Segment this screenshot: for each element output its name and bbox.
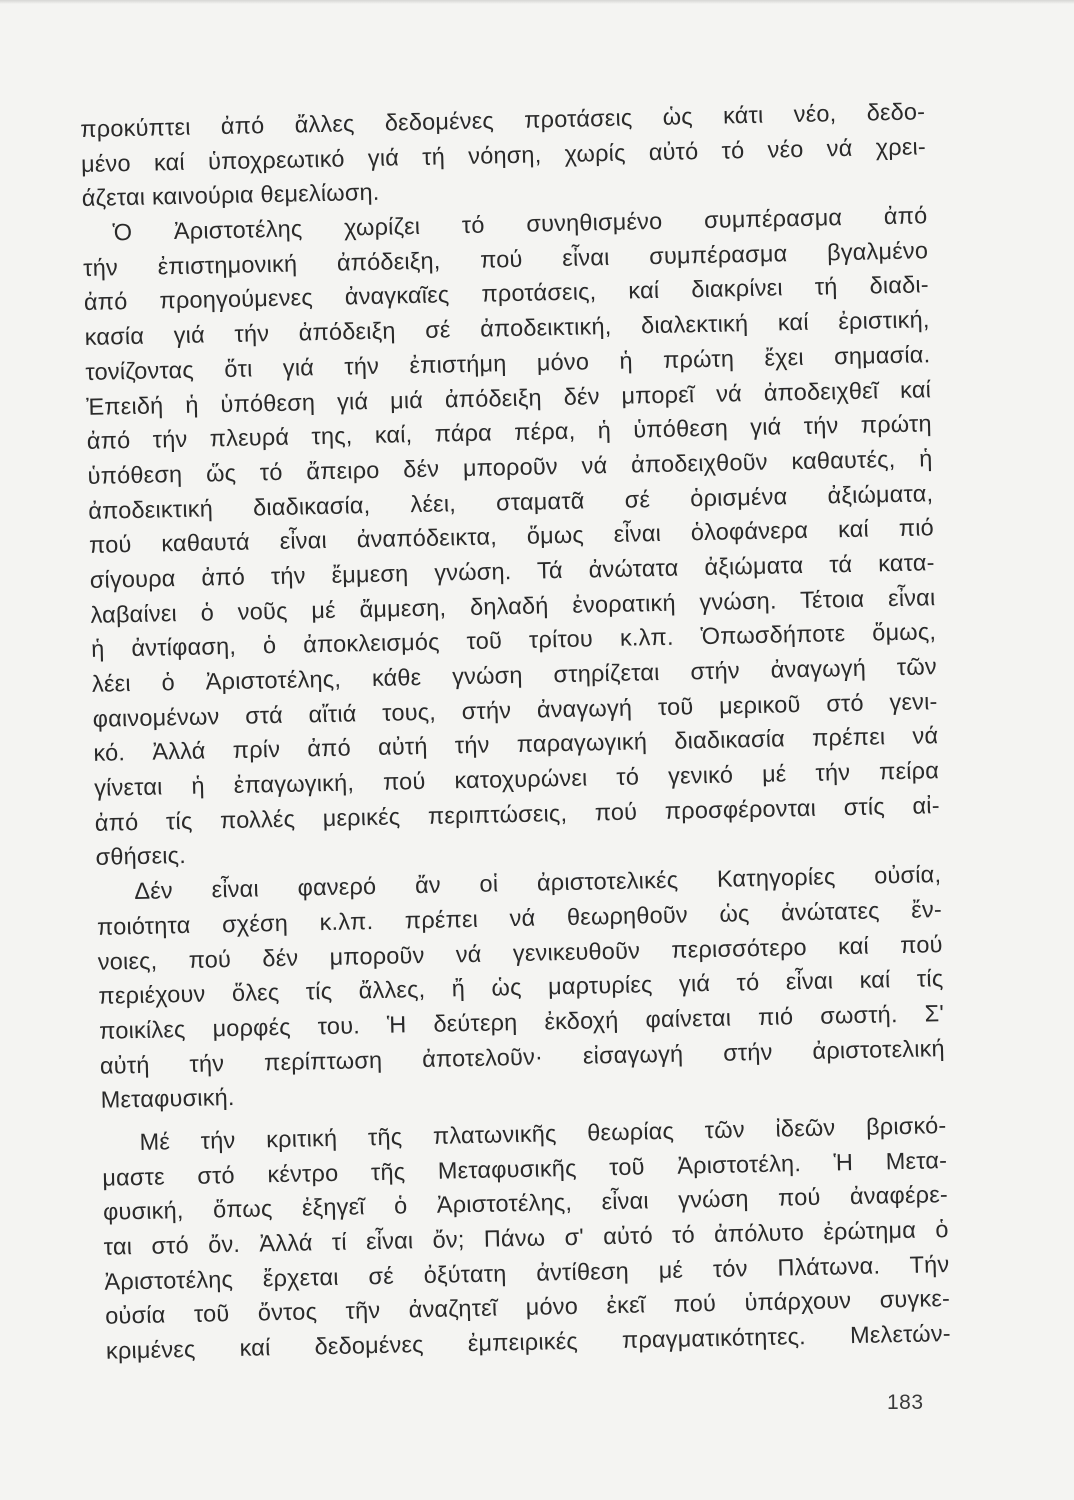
text-line: αὐτή τήν περίπτωση ἀποτελοῦν· εἰσαγωγή στήν ἀριστοτελική <box>99 1034 946 1079</box>
text-line: μένο καί ὑποχρεωτικό γιά τή νόηση, χωρίς αὐτό τό νέο νά χρει- <box>80 132 927 177</box>
text-line: φαινομένων στά αἴτιά τους, στήν ἀναγωγή τοῦ μερικοῦ στό γενι- <box>92 687 938 732</box>
text-line: σίγουρα ἀπό τήν ἔμμεση γνώση. Τά ἀνώτατα ἀξιώματα τά κατα- <box>89 549 935 593</box>
text-line: ποιότητα σχέση κ.λπ. πρέπει νά θεωρηθοῦν ὡς ἀνώτατες ἔν- <box>96 895 943 940</box>
text-line: ται στό ὄν. Ἀλλά τί εἶναι ὄν; Πάνω σ' αὐτό τό ἀπόλυτο ἐρώτημα ὁ <box>103 1216 949 1260</box>
paragraph-2 <box>82 198 941 875</box>
text-line: ποικίλες μορφές του. Ἡ δεύτερη ἐκδοχή φαίνεται πιό σωστή. Σ' <box>98 999 945 1044</box>
text-line: προκύπτει ἀπό ἄλλες δεδομένες προτάσεις ὡς κάτι νέο, δεδο- <box>80 98 926 142</box>
text-line: κό. Ἀλλά πρίν ἀπό αὐτή τήν παραγωγική διαδικασία πρέπει νά <box>93 722 939 767</box>
text-line: ἀποδεικτική διαδικασία, λέει, σταματᾶ σέ ὁρισμένα ἀξιώματα, <box>88 479 934 524</box>
text-line: ἡ ἀντίφαση, ὁ ἀποκλεισμός τοῦ τρίτου κ.λπ. Ὁπωσδήποτε ὅμως, <box>90 618 937 663</box>
text-line: τήν ἐπιστημονική ἀπόδειξη, πού εἶναι συμπέρασμα βγαλμένο <box>82 237 929 281</box>
text-line: φυσική, ὅπως ἐξηγεῖ ὁ Ἀριστοτέλης, εἶναι γνώση πού ἀναφέρε- <box>102 1181 949 1226</box>
paragraph-3 <box>96 857 946 1117</box>
text-line: Ἐπειδή ἡ ὑπόθεση γιά μιά ἀπόδειξη δέν μπορεῖ νά ἀποδειχθεῖ καί <box>85 375 932 420</box>
text-line: οὐσία τοῦ ὄντος τῆν ἀναζητεῖ μόνο ἐκεῖ πού ὑπάρχουν συγκε- <box>104 1285 951 1330</box>
text-line: ὑπόθεση ὥς τό ἄπειρο δέν μποροῦν νά ἀποδειχθοῦν καθαυτές, ἡ <box>87 445 933 489</box>
text-line: περιέχουν ὅλες τίς ἄλλες, ἤ ὡς μαρτυρίες γιά τό εἶναι καί τίς <box>98 965 944 1009</box>
text-line: ἀπό τήν πλευρά της, καί, πάρα πέρα, ἡ ὑπόθεση γιά τήν πρώτη <box>86 410 932 455</box>
page-number: 183 <box>887 1391 924 1414</box>
text-line: άζεται καινούρια θεμελίωση. <box>81 179 380 212</box>
text-line: λέει ὁ Ἀριστοτέλης, κάθε γνώση στηρίζεται στήν ἀναγωγή τῶν <box>91 653 938 697</box>
paragraph-1 <box>80 94 927 216</box>
text-line: νοιες, πού δέν μποροῦν νά γενικευθοῦν περισσότερο καί πού <box>97 930 943 975</box>
text-line: Μέ τήν κριτική τῆς πλατωνικῆς θεωρίας τῶν ἰδεῶν βρισκό- <box>139 1112 947 1155</box>
text-line: κριμένες καί δεδομένες ἐμπειρικές πραγματικότητες. Μελετών- <box>105 1320 952 1364</box>
text-line: μαστε στό κέντρο τῆς Μεταφυσικῆς τοῦ Ἀριστοτέλη. Ἡ Μετα- <box>102 1146 948 1191</box>
page-body-text <box>80 94 951 1368</box>
text-line: Μεταφυσική. <box>100 1084 235 1114</box>
text-line: τονίζοντας ὅτι γιά τήν ἐπιστήμη μόνο ἡ πρώτη ἔχει σημασία. <box>85 341 931 385</box>
text-line: κασία γιά τήν ἀπόδειξη σέ ἀποδεικτική, διαλεκτική καί ἐριστική, <box>84 306 930 351</box>
text-line: γίνεται ἡ ἐπαγωγική, πού κατοχυρώνει τό γενικό μέ τήν πείρα <box>93 757 940 801</box>
text-line: ἀπό προηγούμενες ἀναγκαῖες προτάσεις, καί διακρίνει τή διαδι- <box>83 271 930 316</box>
text-line: Ἀριστοτέλης ἔρχεται σέ ὀξύτατη ἀντίθεση μέ τόν Πλάτωνα. Τήν <box>104 1250 950 1295</box>
text-line: πού καθαυτά εἶναι ἀναπόδεικτα, ὅμως εἶναι ὁλοφάνερα καί πιό <box>88 514 935 559</box>
text-line: λαβαίνει ὁ νοῦς μέ ἄμμεση, δηλαδή ἐνορατική γνώση. Τέτοια εἶναι <box>90 583 936 628</box>
text-line: ἀπό τίς πολλές μερικές περιπτώσεις, πού προσφέρονται στίς αἰ- <box>94 791 940 836</box>
page-top-edge <box>0 0 1074 4</box>
text-line: σθήσεις. <box>95 842 187 871</box>
paragraph-4 <box>101 1108 951 1368</box>
text-line: Ὁ Ἀριστοτέλης χωρίζει τό συνηθισμένο συμπέρασμα ἀπό <box>112 202 928 246</box>
text-line: Δέν εἶναι φανερό ἄν οἱ ἀριστοτελικές Κατηγορίες οὐσία, <box>134 861 942 905</box>
